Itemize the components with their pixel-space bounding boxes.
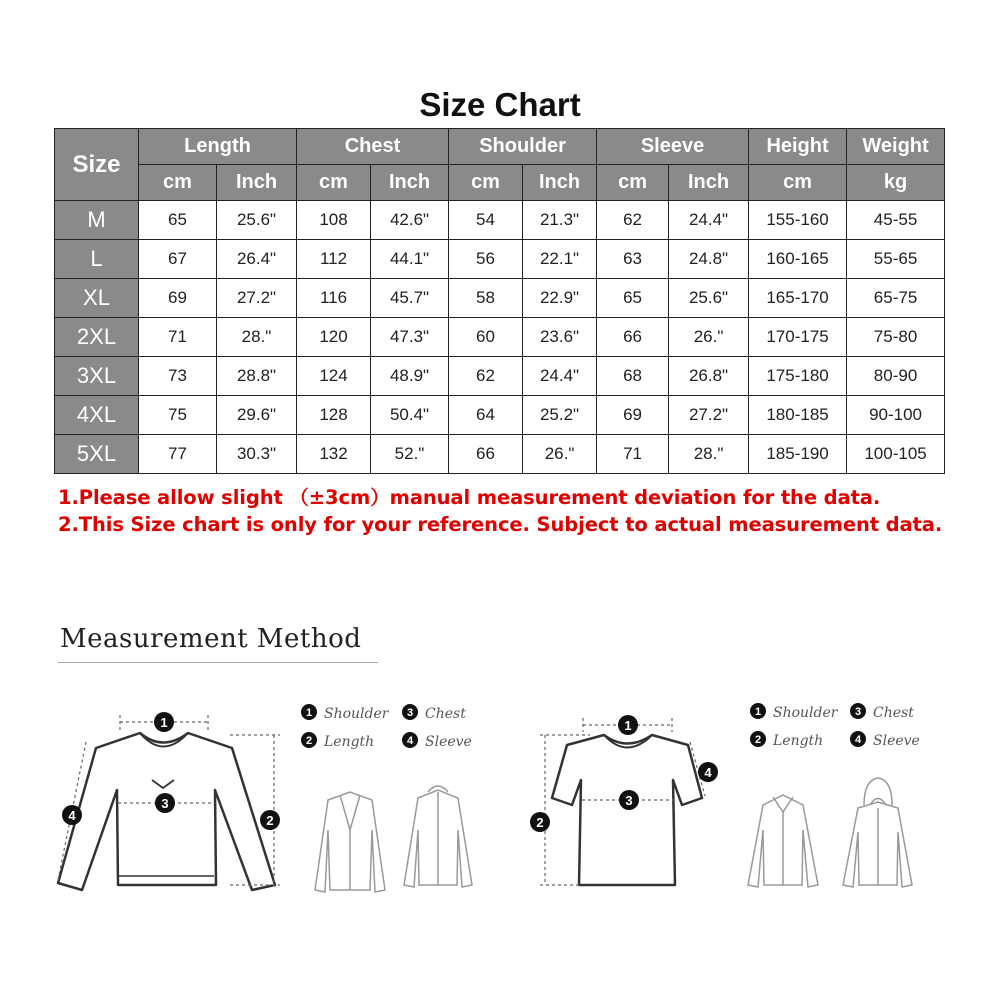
table-cell: 27.2" [669, 396, 749, 435]
table-cell: 26." [523, 435, 597, 474]
svg-text:2: 2 [754, 734, 762, 746]
table-cell: 64 [449, 396, 523, 435]
table-cell: 75-80 [847, 318, 945, 357]
unit-header: Inch [669, 165, 749, 201]
unit-header: kg [847, 165, 945, 201]
legend-length: Length [773, 733, 824, 749]
table-cell: 65-75 [847, 279, 945, 318]
legend-sleeve: Sleeve [873, 733, 920, 749]
svg-text:4: 4 [854, 734, 862, 746]
table-row [55, 279, 945, 318]
size-label: 4XL [55, 396, 139, 435]
table-cell: 66 [449, 435, 523, 474]
size-label: 5XL [55, 435, 139, 474]
unit-header: cm [597, 165, 669, 201]
table-cell: 165-170 [749, 279, 847, 318]
unit-header: Inch [371, 165, 449, 201]
table-cell: 75 [139, 396, 217, 435]
tshirt-marker-length [530, 812, 550, 832]
table-cell: 55-65 [847, 240, 945, 279]
table-cell: 27.2" [217, 279, 297, 318]
marker-chest [155, 793, 175, 813]
legend-right [750, 703, 920, 749]
table-cell: 175-180 [749, 357, 847, 396]
table-cell: 116 [297, 279, 371, 318]
table-cell: 65 [597, 279, 669, 318]
svg-text:1: 1 [160, 715, 168, 730]
note-reference: 2.This Size chart is only for your reference. Subject to actual measurement data. [58, 513, 943, 536]
legend-length: Length [324, 734, 375, 750]
table-cell: 25.2" [523, 396, 597, 435]
table-cell: 54 [449, 201, 523, 240]
svg-text:1: 1 [754, 706, 762, 718]
table-cell: 24.4" [523, 357, 597, 396]
svg-text:3: 3 [406, 707, 414, 719]
table-cell: 73 [139, 357, 217, 396]
svg-text:3: 3 [854, 706, 862, 718]
table-cell: 42.6" [371, 201, 449, 240]
table-cell: 170-175 [749, 318, 847, 357]
tshirt-drawing [552, 735, 702, 885]
unit-header: Inch [217, 165, 297, 201]
svg-text:1: 1 [305, 707, 313, 719]
table-cell: 48.9" [371, 357, 449, 396]
title-underline [58, 662, 378, 663]
unit-header: cm [139, 165, 217, 201]
table-cell: 120 [297, 318, 371, 357]
svg-text:2: 2 [266, 813, 274, 828]
svg-text:4: 4 [704, 765, 712, 780]
table-row [55, 435, 945, 474]
table-cell: 67 [139, 240, 217, 279]
svg-text:2: 2 [305, 735, 313, 747]
table-cell: 28.8" [217, 357, 297, 396]
group-header: Shoulder [449, 129, 597, 165]
hoodie-drawing [843, 778, 912, 887]
legend-chest: Chest [873, 705, 914, 721]
table-cell: 22.1" [523, 240, 597, 279]
group-header: Height [749, 129, 847, 165]
table-cell: 90-100 [847, 396, 945, 435]
table-cell: 62 [449, 357, 523, 396]
size-label: M [55, 201, 139, 240]
table-cell: 80-90 [847, 357, 945, 396]
table-cell: 160-165 [749, 240, 847, 279]
table-cell: 180-185 [749, 396, 847, 435]
table-cell: 65 [139, 201, 217, 240]
table-cell: 30.3" [217, 435, 297, 474]
legend-shoulder: Shoulder [324, 706, 389, 722]
legend-chest: Chest [425, 706, 466, 722]
size-label: 3XL [55, 357, 139, 396]
group-header: Sleeve [597, 129, 749, 165]
svg-text:4: 4 [68, 808, 76, 823]
table-cell: 66 [597, 318, 669, 357]
unit-header: cm [449, 165, 523, 201]
tshirt-marker-sleeve [698, 762, 718, 782]
header-row-groups [55, 129, 945, 165]
legend-sleeve: Sleeve [425, 734, 472, 750]
table-cell: 128 [297, 396, 371, 435]
tshirt-marker-chest [619, 790, 639, 810]
table-cell: 22.9" [523, 279, 597, 318]
table-cell: 28." [669, 435, 749, 474]
table-cell: 185-190 [749, 435, 847, 474]
table-cell: 50.4" [371, 396, 449, 435]
jacket-drawing [404, 786, 472, 887]
table-cell: 26.4" [217, 240, 297, 279]
table-row [55, 357, 945, 396]
chart-title: Size Chart [419, 86, 581, 123]
note-deviation: 1.Please allow slight （±3cm）manual measurement deviation for the data. [58, 486, 881, 509]
table-cell: 28." [217, 318, 297, 357]
size-label: XL [55, 279, 139, 318]
table-cell: 71 [139, 318, 217, 357]
table-cell: 155-160 [749, 201, 847, 240]
size-label: 2XL [55, 318, 139, 357]
table-cell: 25.6" [669, 279, 749, 318]
table-cell: 77 [139, 435, 217, 474]
table-body [55, 201, 945, 474]
table-cell: 69 [597, 396, 669, 435]
table-cell: 108 [297, 201, 371, 240]
table-cell: 25.6" [217, 201, 297, 240]
group-header: Length [139, 129, 297, 165]
table-row [55, 318, 945, 357]
table-cell: 71 [597, 435, 669, 474]
table-cell: 44.1" [371, 240, 449, 279]
table-cell: 124 [297, 357, 371, 396]
size-label: L [55, 240, 139, 279]
size-table [54, 128, 945, 474]
table-cell: 63 [597, 240, 669, 279]
unit-header: Inch [523, 165, 597, 201]
table-cell: 23.6" [523, 318, 597, 357]
svg-text:4: 4 [406, 735, 414, 747]
table-cell: 60 [449, 318, 523, 357]
svg-text:3: 3 [161, 796, 169, 811]
blazer-drawing [315, 792, 385, 892]
legend-left [301, 704, 472, 750]
svg-text:1: 1 [624, 718, 632, 733]
measurement-figure [0, 680, 1000, 980]
shirt-drawing [748, 795, 818, 887]
tshirt-marker-shoulder [618, 715, 638, 735]
legend-shoulder: Shoulder [773, 705, 838, 721]
group-header: Weight [847, 129, 945, 165]
table-cell: 58 [449, 279, 523, 318]
table-cell: 68 [597, 357, 669, 396]
table-cell: 100-105 [847, 435, 945, 474]
svg-text:3: 3 [625, 793, 633, 808]
svg-text:2: 2 [536, 815, 544, 830]
unit-header: cm [749, 165, 847, 201]
table-cell: 26.8" [669, 357, 749, 396]
table-cell: 112 [297, 240, 371, 279]
table-cell: 45-55 [847, 201, 945, 240]
table-cell: 26." [669, 318, 749, 357]
table-cell: 132 [297, 435, 371, 474]
table-cell: 29.6" [217, 396, 297, 435]
table-cell: 21.3" [523, 201, 597, 240]
unit-header: cm [297, 165, 371, 201]
table-cell: 69 [139, 279, 217, 318]
group-header: Chest [297, 129, 449, 165]
table-cell: 45.7" [371, 279, 449, 318]
measurement-title: Measurement Method [60, 624, 362, 654]
size-header: Size [55, 129, 139, 201]
table-row [55, 201, 945, 240]
marker-shoulder [154, 712, 174, 732]
marker-length [260, 810, 280, 830]
table-cell: 52." [371, 435, 449, 474]
header-row-units [55, 165, 945, 201]
table-row [55, 240, 945, 279]
marker-sleeve [62, 805, 82, 825]
table-cell: 47.3" [371, 318, 449, 357]
table-cell: 62 [597, 201, 669, 240]
table-cell: 56 [449, 240, 523, 279]
table-cell: 24.8" [669, 240, 749, 279]
table-cell: 24.4" [669, 201, 749, 240]
table-row [55, 396, 945, 435]
